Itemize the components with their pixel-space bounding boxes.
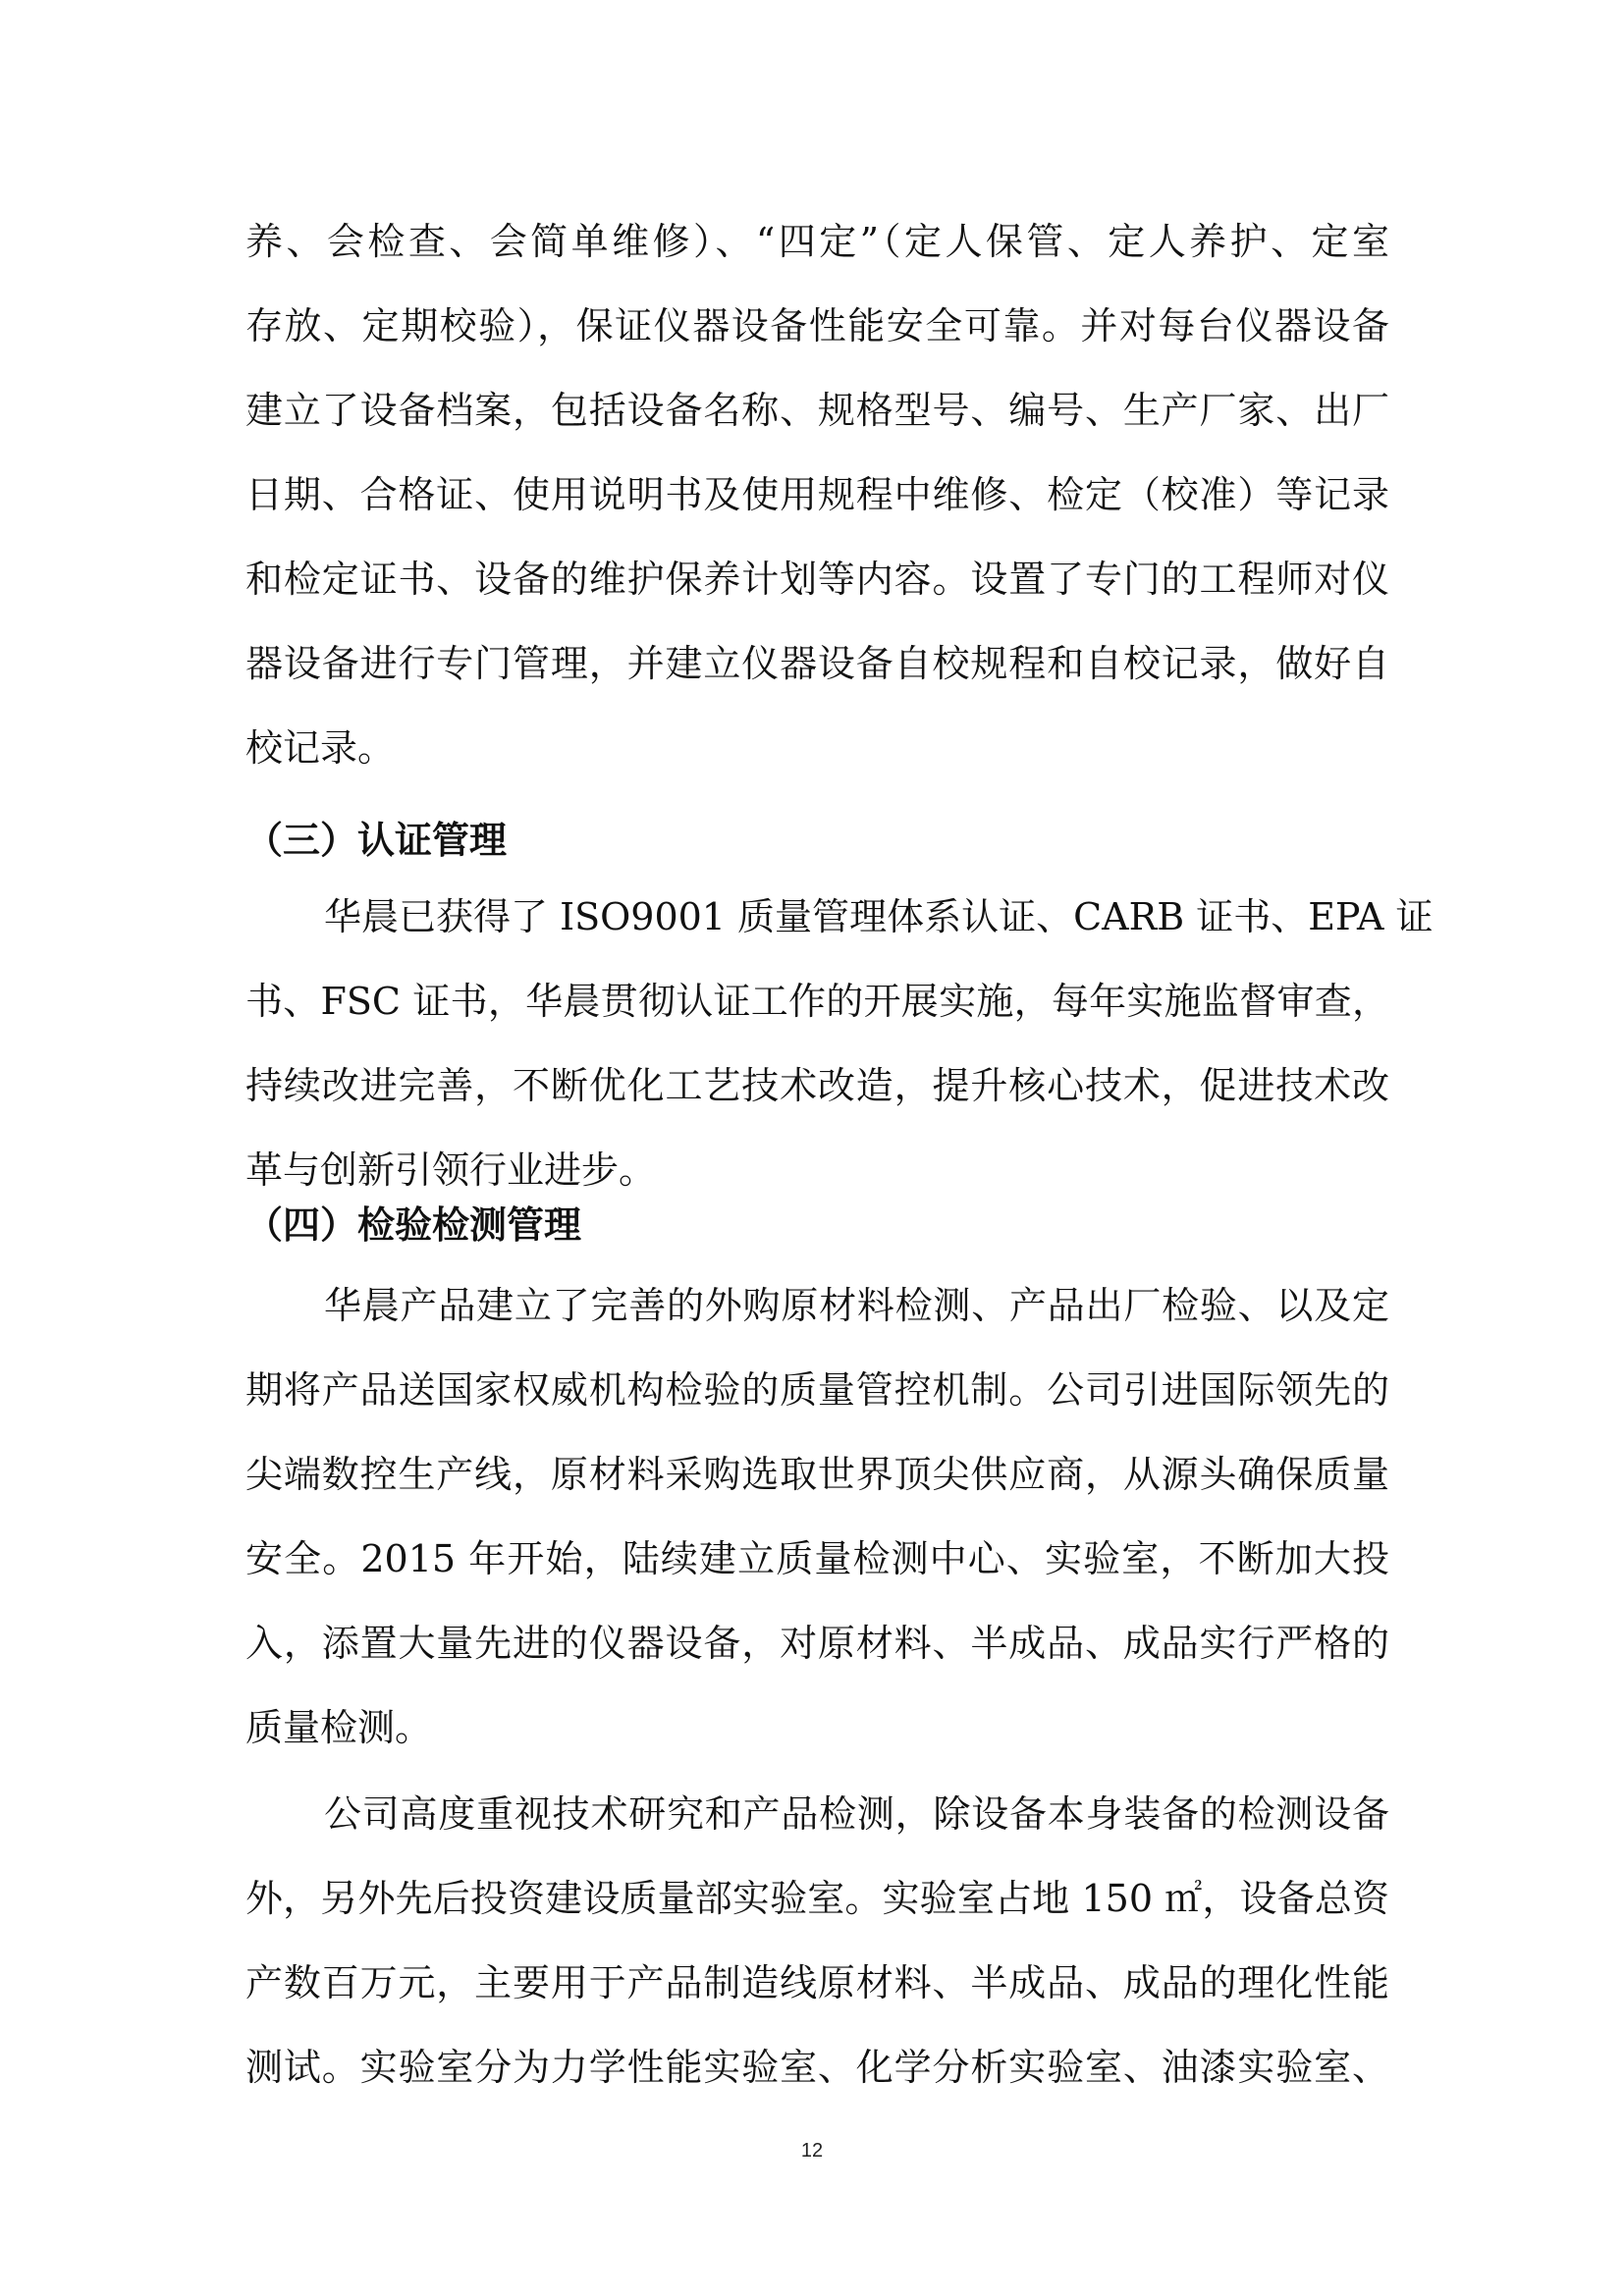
paragraph-line: 日期、合格证、使用说明书及使用规程中维修、检定（校准）等记录 <box>245 473 1389 516</box>
paragraph-line: 革与创新引领行业进步。 <box>245 1148 657 1192</box>
paragraph-line: 养、会检查、会简单维修）、“四定”（定人保管、定人养护、定室 <box>245 220 1389 263</box>
paragraph-line: 公司高度重视技术研究和产品检测，除设备本身装备的检测设备 <box>324 1792 1389 1836</box>
paragraph-line: 器设备进行专门管理，并建立仪器设备自校规程和自校记录，做好自 <box>245 642 1389 685</box>
paragraph-line: 书、FSC 证书，华晨贯彻认证工作的开展实施，每年实施监督审查， <box>245 980 1389 1023</box>
paragraph-line: 和检定证书、设备的维护保养计划等内容。设置了专门的工程师对仪 <box>245 558 1389 601</box>
paragraph-line: 外，另外先后投资建设质量部实验室。实验室占地 150 ㎡，设备总资 <box>245 1877 1389 1920</box>
paragraph-line: 持续改进完善，不断优化工艺技术改造，提升核心技术，促进技术改 <box>245 1064 1389 1107</box>
paragraph-line: 存放、定期校验），保证仪器设备性能安全可靠。并对每台仪器设备 <box>245 304 1389 347</box>
paragraph-line: 建立了设备档案，包括设备名称、规格型号、编号、生产厂家、出厂 <box>245 389 1389 432</box>
paragraph-line: 安全。2015 年开始，陆续建立质量检测中心、实验室，不断加大投 <box>245 1537 1389 1580</box>
section-heading: （四）检验检测管理 <box>245 1203 582 1247</box>
paragraph-line: 质量检测。 <box>245 1706 433 1749</box>
section-heading: （三）认证管理 <box>245 819 508 862</box>
paragraph-line: 华晨已获得了 ISO9001 质量管理体系认证、CARB 证书、EPA 证 <box>324 895 1434 938</box>
paragraph-line: 测试。实验室分为力学性能实验室、化学分析实验室、油漆实验室、 <box>245 2046 1389 2089</box>
page-number: 12 <box>800 2140 824 2162</box>
paragraph-line: 华晨产品建立了完善的外购原材料检测、产品出厂检验、以及定 <box>324 1284 1389 1327</box>
paragraph-line: 期将产品送国家权威机构检验的质量管控机制。公司引进国际领先的 <box>245 1368 1389 1412</box>
paragraph-line: 校记录。 <box>245 726 396 770</box>
paragraph-line: 入，添置大量先进的仪器设备，对原材料、半成品、成品实行严格的 <box>245 1622 1389 1665</box>
paragraph-line: 产数百万元，主要用于产品制造线原材料、半成品、成品的理化性能 <box>245 1961 1389 2004</box>
paragraph-line: 尖端数控生产线，原材料采购选取世界顶尖供应商，从源头确保质量 <box>245 1453 1389 1496</box>
